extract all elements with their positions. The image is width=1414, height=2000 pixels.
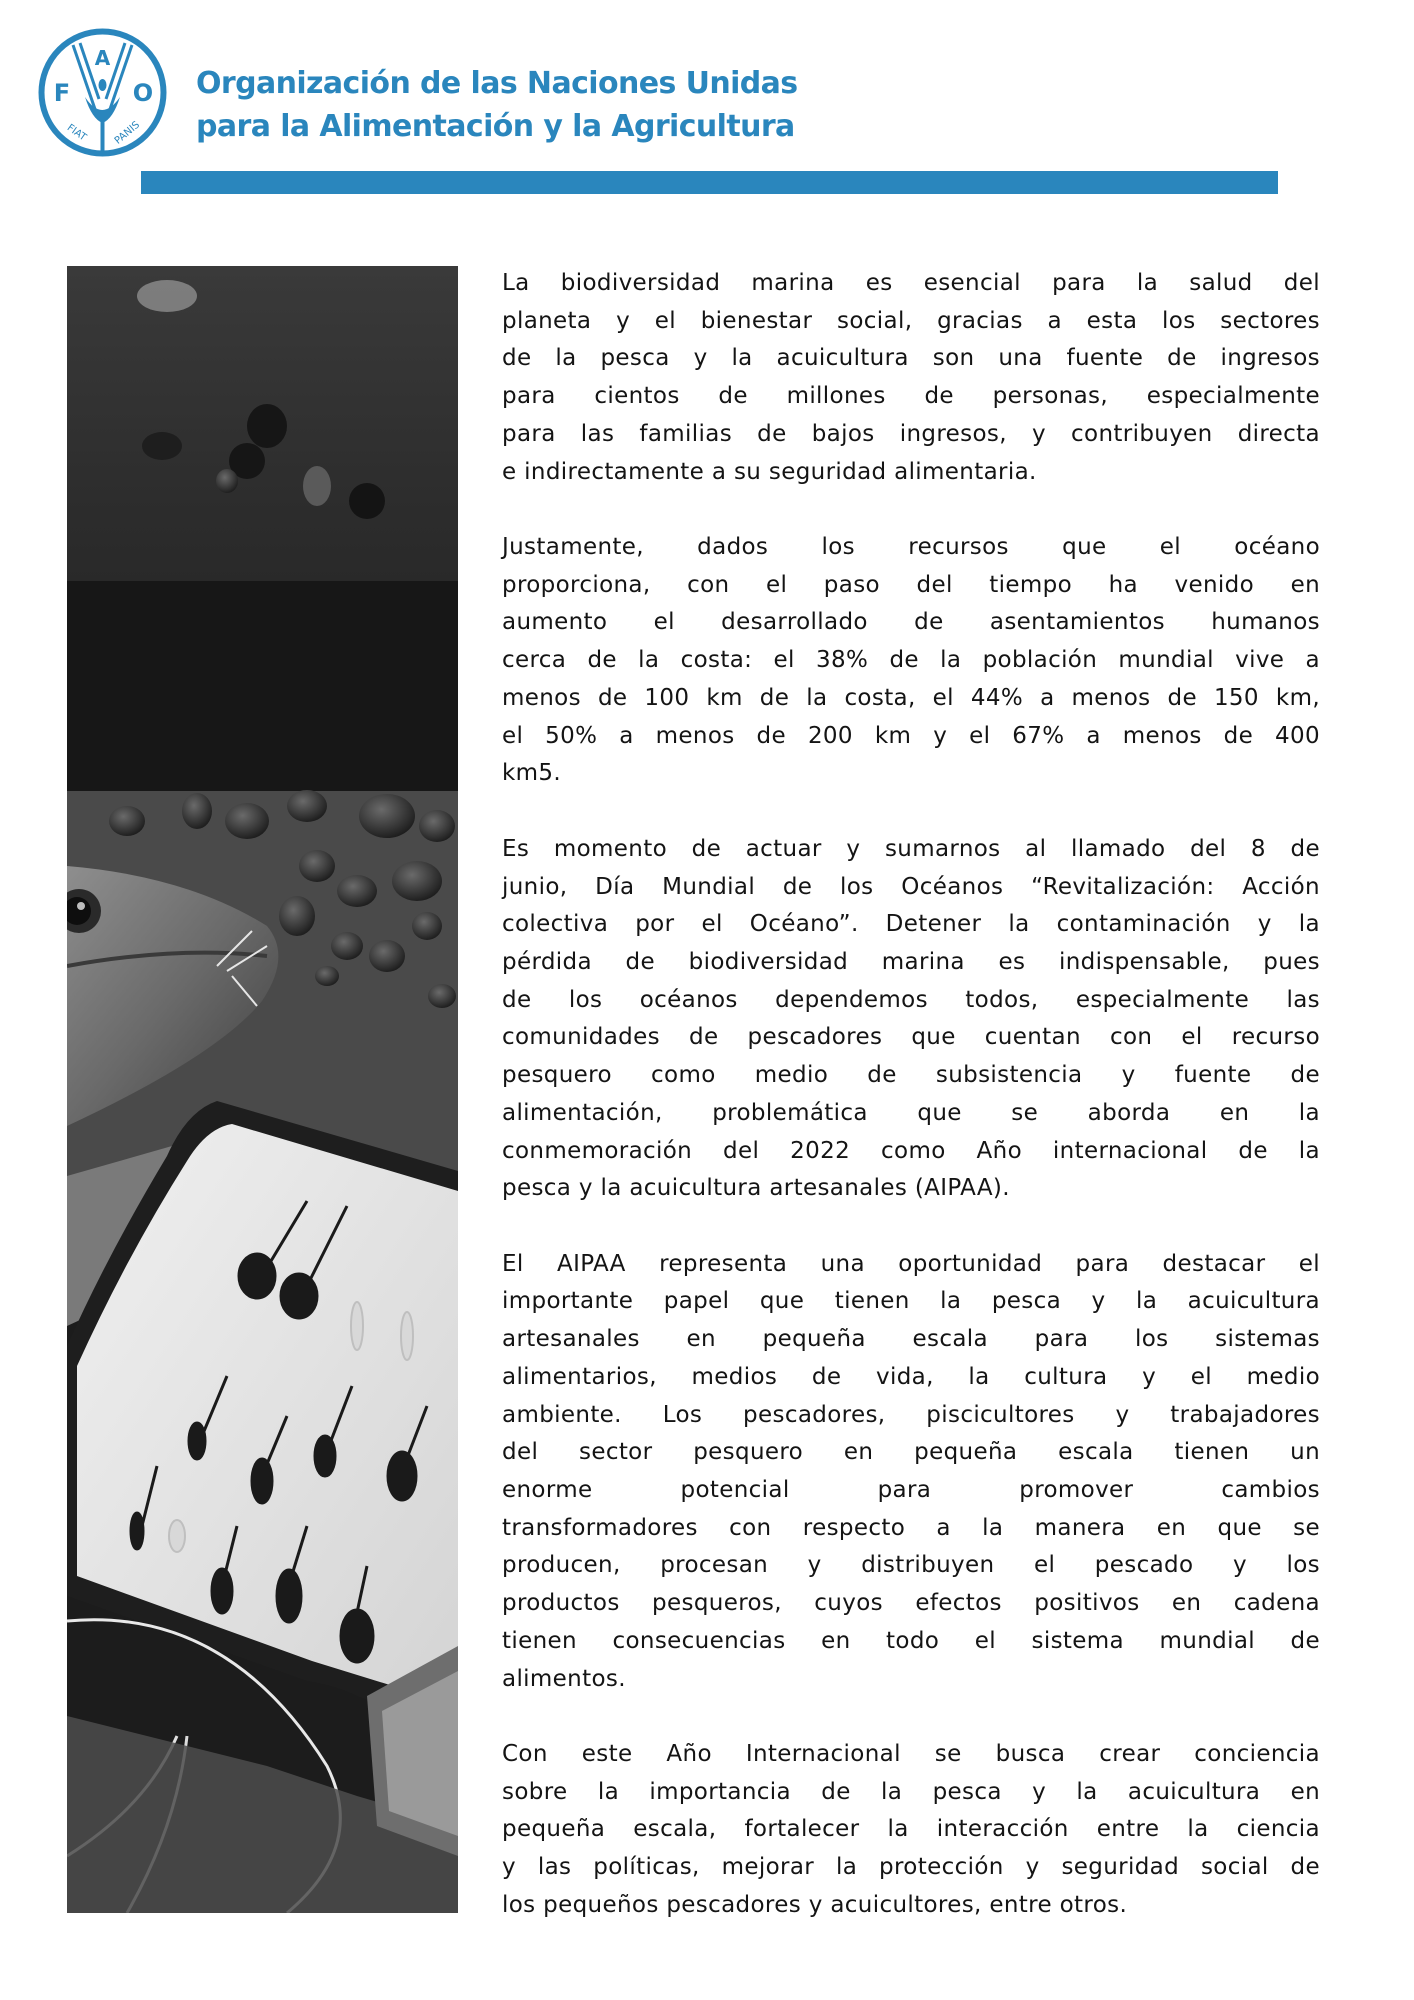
paragraph-line: del sector pesquero en pequeña escala tienen un <box>502 1439 1320 1466</box>
paragraph-line: alimentación, problemática que se aborda en la <box>502 1099 1320 1126</box>
paragraph-line: conmemoración del 2022 como Año internacional de la <box>502 1137 1320 1164</box>
fishing-photo <box>67 266 458 1913</box>
paragraph-line: sobre la importancia de la pesca y la acuicultura en <box>502 1778 1320 1805</box>
paragraph-line: para las familias de bajos ingresos, y contribuyen directa <box>502 420 1320 447</box>
organization-name <box>196 62 798 148</box>
paragraph-line: el 50% a menos de 200 km y el 67% a menos de 400 <box>502 722 1320 749</box>
photo-water-band <box>67 581 458 791</box>
paragraph-line: de los océanos dependemos todos, especialmente las <box>502 986 1320 1013</box>
paragraph-line: cerca de la costa: el 38% de la población mundial vive a <box>502 647 1320 674</box>
paragraph-line: colectiva por el Océano”. Detener la contaminación y la <box>502 911 1320 938</box>
paragraph-line: productos pesqueros, cuyos efectos positivos en cadena <box>502 1590 1320 1617</box>
logo-letter-o: O <box>132 79 154 107</box>
paragraph-line: pérdida de biodiversidad marina es indispensable, pues <box>502 948 1320 975</box>
paragraph-line: planeta y el bienestar social, gracias a esta los sectores <box>502 307 1320 334</box>
paragraph-line: y las políticas, mejorar la protección y seguridad social de <box>502 1854 1320 1881</box>
article-paragraph <box>502 1736 1320 1925</box>
organization-name-line-2: para la Alimentación y la Agricultura <box>196 109 795 144</box>
article-paragraph <box>502 265 1320 491</box>
article-body <box>502 265 1320 1962</box>
paragraph-line: proporciona, con el paso del tiempo ha venido en <box>502 571 1320 598</box>
logo-motto-left: FIAT <box>64 122 89 144</box>
paragraph-line: km5. <box>502 760 562 787</box>
logo-motto-right: PANIS <box>112 119 143 147</box>
paragraph-line: transformadores con respecto a la manera en que se <box>502 1514 1320 1541</box>
paragraph-line: e indirectamente a su seguridad alimentaria. <box>502 458 1037 485</box>
article-paragraph <box>502 1246 1320 1699</box>
paragraph-line: tienen consecuencias en todo el sistema mundial de <box>502 1627 1320 1654</box>
paragraph-line: alimentos. <box>502 1665 626 1692</box>
paragraph-line: pequeña escala, fortalecer la interacción entre la ciencia <box>502 1816 1320 1843</box>
paragraph-line: pesquero como medio de subsistencia y fuente de <box>502 1062 1320 1089</box>
article-paragraph <box>502 831 1320 1208</box>
paragraph-line: La biodiversidad marina es esencial para la salud del <box>502 270 1320 296</box>
paragraph-line: los pequeños pescadores y acuicultores, entre otros. <box>502 1891 1128 1918</box>
paragraph-line: ambiente. Los pescadores, piscicultores y trabajadores <box>502 1401 1320 1428</box>
paragraph-line: Justamente, dados los recursos que el océano <box>502 534 1320 561</box>
paragraph-line: Con este Año Internacional se busca crear conciencia <box>502 1741 1320 1768</box>
paragraph-line: alimentarios, medios de vida, la cultura y el medio <box>502 1363 1320 1390</box>
paragraph-line: menos de 100 km de la costa, el 44% a menos de 150 km, <box>502 684 1320 711</box>
paragraph-line: pesca y la acuicultura artesanales (AIPAA). <box>502 1175 1010 1202</box>
paragraph-line: enorme potencial para promover cambios <box>502 1477 1320 1503</box>
paragraph-line: artesanales en pequeña escala para los sistemas <box>502 1326 1320 1353</box>
paragraph-line: para cientos de millones de personas, especialmente <box>502 383 1320 410</box>
article-paragraph <box>502 529 1320 793</box>
fao-logo-icon <box>37 27 168 158</box>
paragraph-line: junio, Día Mundial de los Océanos “Revitalización: Acción <box>502 873 1320 900</box>
paragraph-line: Es momento de actuar y sumarnos al llamado del 8 de <box>502 835 1320 862</box>
paragraph-line: importante papel que tienen la pesca y la acuicultura <box>502 1288 1320 1315</box>
paragraph-line: comunidades de pescadores que cuentan con el recurso <box>502 1024 1320 1051</box>
paragraph-line: El AIPAA representa una oportunidad para destacar el <box>502 1250 1320 1277</box>
organization-name-line-1: Organización de las Naciones Unidas <box>196 66 798 101</box>
paragraph-line: de la pesca y la acuicultura son una fuente de ingresos <box>502 345 1320 372</box>
logo-letter-a: A <box>94 46 111 70</box>
paragraph-line: aumento el desarrollado de asentamientos humanos <box>502 609 1320 636</box>
header-accent-bar <box>141 171 1278 194</box>
logo-letter-f: F <box>53 79 71 107</box>
paragraph-line: producen, procesan y distribuyen el pescado y los <box>502 1552 1320 1579</box>
